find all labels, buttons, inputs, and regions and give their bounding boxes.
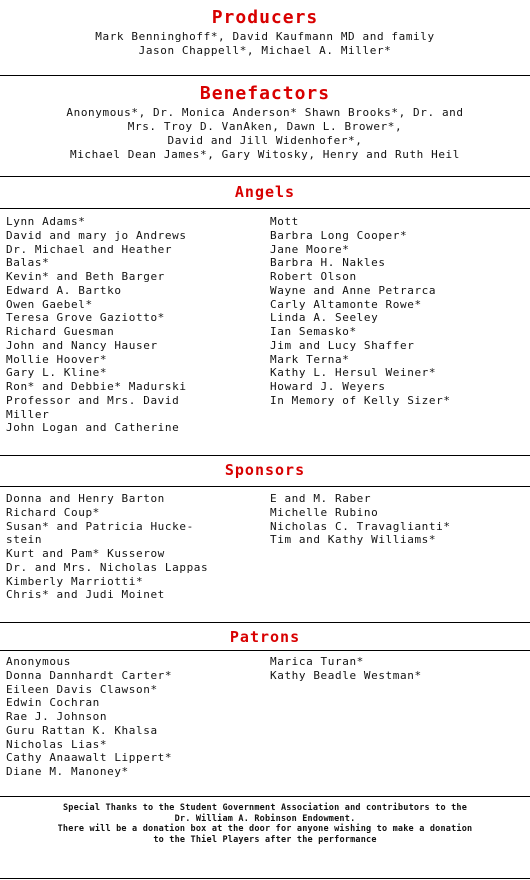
benefactors-heading: Benefactors	[199, 83, 331, 104]
sponsors-section	[0, 461, 530, 479]
list-item: Nicholas Lias*	[6, 737, 108, 751]
angels-section	[0, 183, 530, 201]
list-item: Kurt and Pam* Kusserow	[6, 547, 165, 560]
list-item: Mollie Hoover*	[6, 352, 108, 366]
list-item: In Memory of Kelly Sizer*	[270, 393, 451, 407]
list-item: Miller	[6, 407, 50, 421]
list-item: Carly Altamonte Rowe*	[270, 297, 422, 311]
list-item: Professor and Mrs. David	[6, 393, 180, 407]
patrons-right-column	[270, 655, 422, 683]
angels-heading: Angels	[234, 183, 296, 201]
producers-section	[0, 8, 530, 58]
footer-line: There will be a donation box at the door for anyone wishing to make a donation	[57, 824, 473, 834]
benefactors-line: David and Jill Widenhofer*,	[167, 134, 363, 147]
list-item: Anonymous	[6, 655, 72, 668]
sponsors-heading: Sponsors	[224, 461, 306, 479]
list-item: Richard Guesman	[6, 325, 115, 338]
list-item: John Logan and Catherine	[6, 421, 180, 435]
angels-left-column	[6, 215, 187, 435]
footer-line: Special Thanks to the Student Government Association and contributors to the	[62, 803, 468, 813]
producers-line: Jason Chappell*, Michael A. Miller*	[138, 44, 392, 57]
list-item: Jim and Lucy Shaffer	[270, 338, 415, 352]
angels-right-column	[270, 215, 451, 408]
producers-heading: Producers	[211, 7, 319, 28]
list-item: Teresa Grove Gaziotto*	[6, 311, 165, 325]
list-item: Barbra Long Cooper*	[270, 228, 408, 242]
list-item: Eileen Davis Clawson*	[6, 682, 158, 696]
divider	[0, 796, 530, 797]
list-item: Susan* and Patricia Hucke-	[6, 519, 194, 533]
footer-line: to the Thiel Players after the performance	[153, 834, 377, 845]
benefactors-list	[0, 106, 530, 162]
list-item: Kathy L. Hersul Weiner*	[270, 366, 437, 380]
list-item: Rae J. Johnson	[6, 710, 108, 723]
list-item: Dr. Michael and Heather	[6, 242, 173, 256]
sponsors-left-column	[6, 492, 208, 602]
list-item: Kevin* and Beth Barger	[6, 270, 165, 283]
patrons-left-column	[6, 655, 172, 779]
divider	[0, 75, 530, 76]
list-item: Wayne and Anne Petrarca	[270, 283, 437, 297]
list-item: Richard Coup*	[6, 505, 100, 519]
list-item: Robert Olson	[270, 270, 357, 283]
list-item: Lynn Adams*	[6, 215, 86, 228]
list-item: Guru Rattan K. Khalsa	[6, 723, 158, 737]
list-item: Mott	[270, 215, 299, 228]
sponsors-right-column	[270, 492, 451, 547]
list-item: Kathy Beadle Westman*	[270, 668, 422, 682]
list-item: Tim and Kathy Williams*	[270, 533, 437, 547]
list-item: Ron* and Debbie* Madurski	[6, 380, 187, 393]
patrons-section	[0, 628, 530, 646]
list-item: Linda A. Seeley	[270, 311, 379, 325]
producers-line: Mark Benninghoff*, David Kaufmann MD and family	[95, 30, 435, 43]
list-item: stein	[6, 533, 43, 547]
list-item: Kimberly Marriotti*	[6, 574, 144, 588]
list-item: Donna Dannhardt Carter*	[6, 668, 173, 682]
list-item: Nicholas C. Travaglianti*	[270, 519, 451, 533]
list-item: Michelle Rubino	[270, 505, 379, 519]
list-item: Marica Turan*	[270, 655, 364, 668]
divider	[0, 878, 530, 879]
list-item: Jane Moore*	[270, 242, 350, 256]
list-item: Gary L. Kline*	[6, 366, 108, 380]
list-item: Howard J. Weyers	[270, 380, 386, 393]
divider	[0, 486, 530, 487]
divider	[0, 622, 530, 623]
list-item: E and M. Raber	[270, 492, 372, 505]
list-item: Edward A. Bartko	[6, 283, 122, 297]
producers-list	[0, 30, 530, 58]
list-item: Ian Semasko*	[270, 325, 357, 338]
list-item: David and mary jo Andrews	[6, 228, 187, 242]
list-item: Cathy Anaawalt Lippert*	[6, 751, 173, 765]
benefactors-line: Mrs. Troy D. VanAken, Dawn L. Brower*,	[127, 120, 403, 133]
list-item: Edwin Cochran	[6, 696, 100, 710]
list-item: Diane M. Manoney*	[6, 765, 129, 778]
list-item: Chris* and Judi Moinet	[6, 588, 165, 602]
divider	[0, 208, 530, 209]
list-item: Balas*	[6, 256, 50, 270]
footer-line: Dr. William A. Robinson Endowment.	[174, 813, 356, 824]
list-item: Dr. and Mrs. Nicholas Lappas	[6, 560, 209, 574]
list-item: Donna and Henry Barton	[6, 492, 165, 505]
divider	[0, 650, 530, 651]
list-item: Owen Gaebel*	[6, 297, 93, 311]
benefactors-line: Michael Dean James*, Gary Witosky, Henry and Ruth Heil	[69, 148, 461, 161]
list-item: Mark Terna*	[270, 352, 350, 366]
footer-note	[0, 803, 530, 845]
benefactors-line: Anonymous*, Dr. Monica Anderson* Shawn Brooks*, Dr. and	[66, 106, 464, 119]
patrons-heading: Patrons	[229, 628, 301, 646]
divider	[0, 455, 530, 456]
list-item: John and Nancy Hauser	[6, 338, 158, 352]
benefactors-section	[0, 84, 530, 162]
list-item: Barbra H. Nakles	[270, 256, 386, 270]
divider	[0, 176, 530, 177]
